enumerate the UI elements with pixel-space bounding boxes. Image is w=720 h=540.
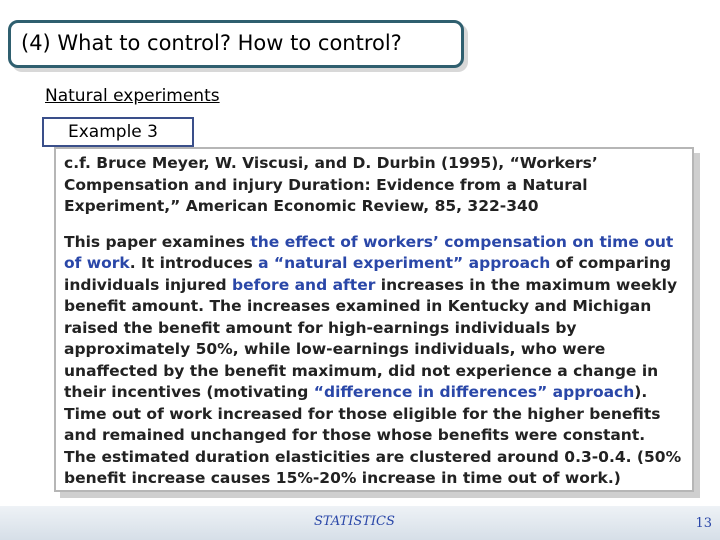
body-text: This paper examines: [64, 232, 251, 251]
content-box: [54, 147, 694, 492]
citation: [64, 153, 682, 218]
section-heading: Natural experiments: [45, 86, 220, 106]
slide-title-box: [8, 20, 464, 68]
body-text: . It introduces: [129, 254, 259, 272]
highlight-text: a “natural experiment” approach: [258, 254, 551, 272]
footer-label: STATISTICS: [314, 514, 395, 529]
highlight-text: the effect of workers’ compensation on time out of work: [64, 232, 674, 272]
page-number: 13: [695, 516, 712, 531]
body-text: of comparing individuals injured: [64, 254, 672, 294]
highlight-text: “difference in differences” approach: [313, 383, 635, 401]
example-label: Example 3: [68, 122, 158, 142]
citation-line: c.f. Bruce Meyer, W. Viscusi, and D. Durbin (1995), “Workers’: [64, 154, 598, 172]
example-label-box: [42, 117, 194, 147]
highlight-text: before and after: [232, 275, 376, 294]
body-text: increases in the maximum weekly benefit amount. The increases examined in Kentucky and Michigan raised the benefit amount for high-earnings individuals by approximately 50%, while low-earnings individuals, who were unaffected by the benefit maximum, did not experience a change in their incentives (motivating: [64, 275, 678, 401]
slide-title: (4) What to control? How to control?: [21, 31, 402, 55]
content-text: [64, 153, 682, 490]
body-text: ). Time out of work increased for those eligible for the higher benefits and remained unchanged for those whose benefits were constant. The estimated duration elasticities are clustered around 0.3-0.4. (50% benefit increase causes 15%-20% increase in time out of work.): [64, 383, 682, 487]
citation-line: Experiment,” American Economic Review, 85, 322-340: [64, 197, 539, 215]
citation-line: Compensation and injury Duration: Evidence from a Natural: [64, 175, 588, 194]
abstract-paragraph: [64, 232, 682, 490]
